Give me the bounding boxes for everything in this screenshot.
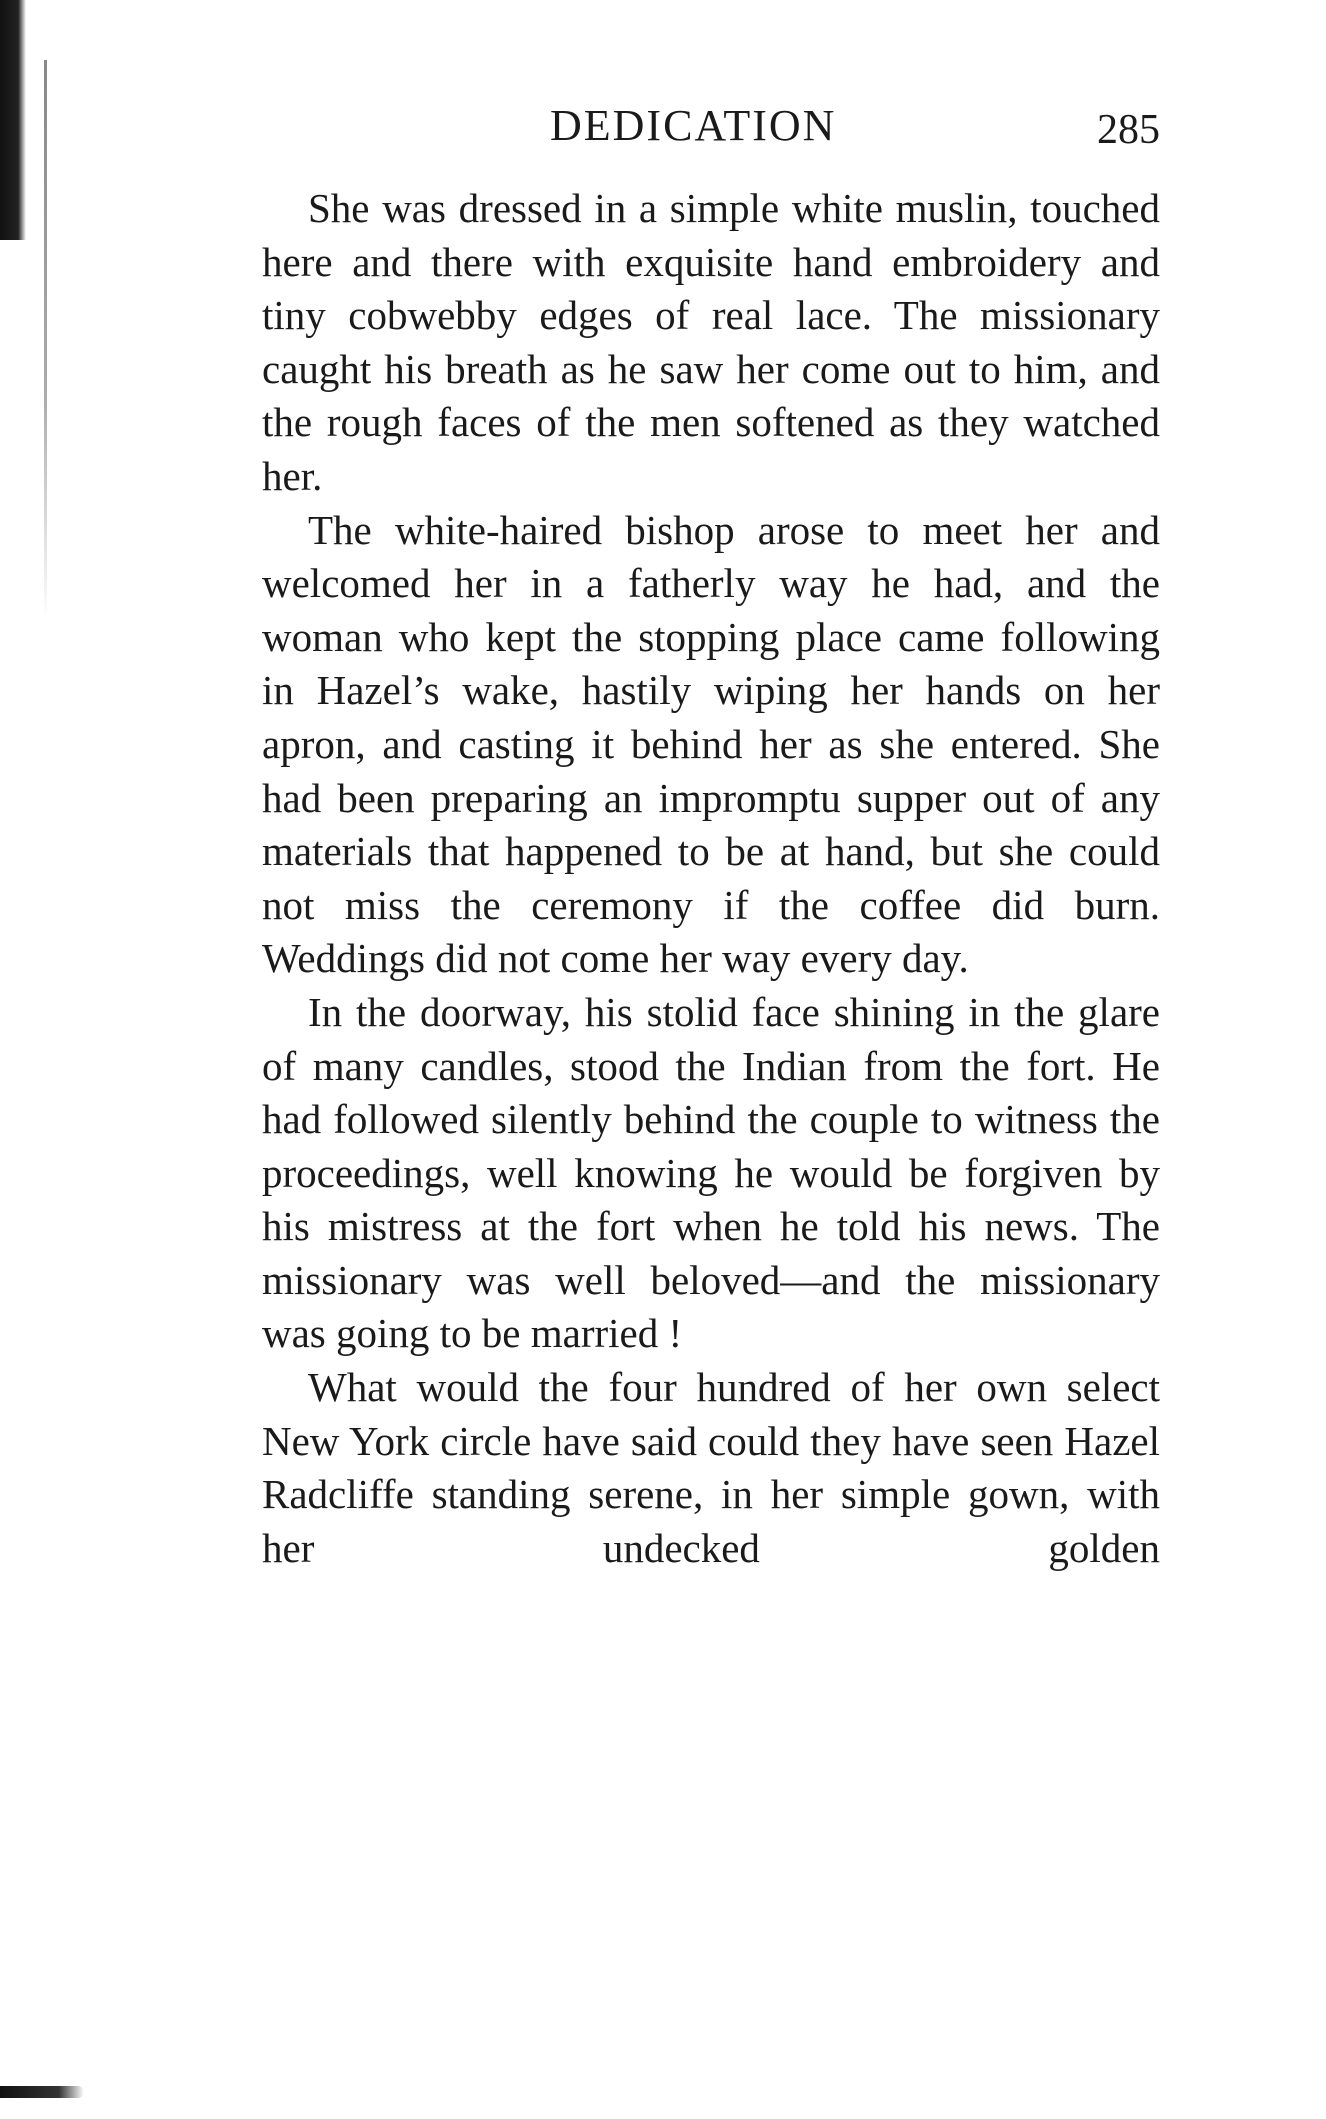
paragraph: The white-haired bishop arose to meet her and welcomed her in a fatherly way he had, and the woman who kept the stopping place came following in Hazel’s wake, hastily wiping her hands on her apron, and casting it behind her as she entered. She had been preparing an impromptu supper out of any materials that happened to be at hand, but she could not miss the ceremony if the coffee did burn. Weddings did not come her way every day. xyxy=(262,506,1160,982)
body-text xyxy=(262,182,1160,1575)
running-head: DEDICATION xyxy=(550,101,837,150)
paragraph: She was dressed in a simple white muslin, touched here and there with exquisite hand embroidery and tiny cobwebby edges of real lace. The missionary caught his breath as he saw her come out to him, and the rough faces of the men softened as they watched her. xyxy=(262,185,1160,499)
binding-edge-line xyxy=(44,60,47,620)
binding-shadow xyxy=(0,0,26,240)
page-corner-mark xyxy=(0,2086,84,2098)
page-number: 285 xyxy=(1097,107,1160,153)
page-header xyxy=(260,96,1160,166)
paragraph: In the doorway, his stolid face shining in the glare of many candles, stood the Indian from the fort. He had followed silently behind the couple to witness the proceedings, well knowing he would be forgiven by his mistress at the fort when he told his news. The missionary was well beloved—and the missionary was going to be married ! xyxy=(262,988,1160,1357)
paragraph: What would the four hundred of her own select New York circle have said could they have seen Hazel Radcliffe standing serene, in her simple gown, with her undecked golden xyxy=(262,1364,1160,1571)
